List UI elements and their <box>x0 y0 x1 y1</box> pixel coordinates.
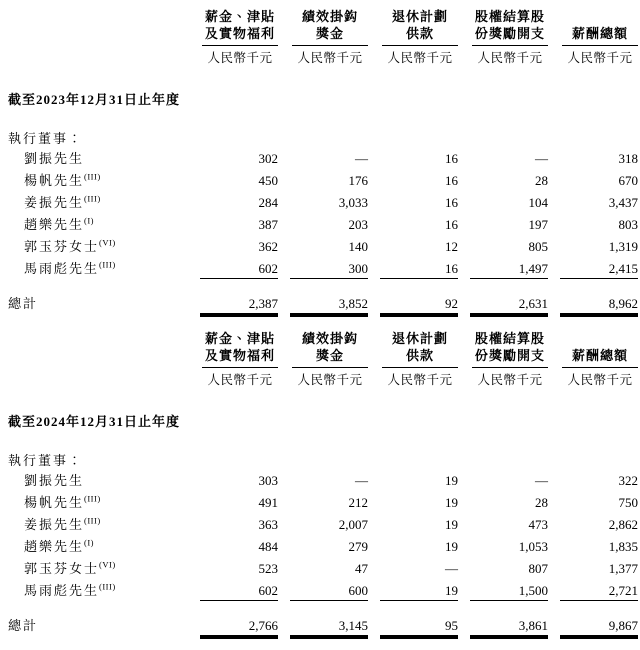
amount-cell: 12 <box>445 239 458 254</box>
footnote-marker: (I) <box>84 537 95 548</box>
director-row <box>8 148 638 170</box>
column-header-total-line2: 薪酬總額 <box>562 25 638 46</box>
amount-cell: 2,862 <box>608 517 638 532</box>
header-spacer <box>8 8 188 25</box>
director-name: 劉振先生 <box>24 151 85 166</box>
amount-cell: 303 <box>258 473 278 488</box>
total-amount-cell: 2,766 <box>200 618 278 637</box>
amount-cell: 363 <box>258 517 278 532</box>
amount-cell: — <box>355 151 368 166</box>
director-name: 趙樂先生 <box>24 539 85 554</box>
total-amount-cell: 2,387 <box>200 296 278 315</box>
amount-cell: 387 <box>258 217 278 232</box>
director-name: 郭玉芬女士 <box>24 239 100 254</box>
spacer <box>8 280 638 293</box>
total-amount-cell: 92 <box>380 296 458 315</box>
director-name: 楊帆先生 <box>24 495 85 510</box>
unit-label: 人民幣千元 <box>567 373 633 387</box>
amount-cell: 19 <box>445 539 458 554</box>
period-heading-2023: 截至2023年12月31日止年度 <box>8 92 181 107</box>
unit-label: 人民幣千元 <box>207 51 273 65</box>
amount-cell: 450 <box>258 173 278 188</box>
amount-cell: 3,437 <box>608 195 638 210</box>
column-header-share-award-line2: 份獎勵開支 <box>472 347 548 368</box>
amount-cell: 484 <box>258 539 278 554</box>
unit-row <box>8 50 638 67</box>
amount-cell: 2,415 <box>560 261 638 279</box>
column-header-salaries-line2: 及實物福利 <box>202 347 278 368</box>
amount-cell: 1,497 <box>470 261 548 279</box>
amount-cell: 47 <box>355 561 368 576</box>
amount-cell: 2,721 <box>560 583 638 601</box>
amount-cell: 16 <box>445 217 458 232</box>
column-header-row-line2 <box>8 347 638 368</box>
amount-cell: 1,053 <box>518 539 548 554</box>
amount-cell: — <box>535 151 548 166</box>
total-amount-cell: 95 <box>380 618 458 637</box>
footnote-marker: (III) <box>99 581 116 592</box>
director-name: 郭玉芬女士 <box>24 561 100 576</box>
amount-cell: 16 <box>445 173 458 188</box>
column-header-retirement-line2: 供款 <box>382 25 458 46</box>
column-header-share-award-line1: 股權結算股 <box>474 331 545 346</box>
header-spacer <box>8 50 188 67</box>
footnote-marker: (III) <box>84 493 101 504</box>
amount-cell: 104 <box>528 195 548 210</box>
column-header-row-line2 <box>8 25 638 46</box>
director-name: 姜振先生 <box>24 517 85 532</box>
amount-cell: 203 <box>348 217 368 232</box>
amount-cell: 1,500 <box>470 583 548 601</box>
amount-cell: 3,033 <box>338 195 368 210</box>
total-amount-cell: 2,631 <box>470 296 548 315</box>
unit-label: 人民幣千元 <box>477 373 543 387</box>
amount-cell: 473 <box>528 517 548 532</box>
director-row <box>8 258 638 280</box>
director-row <box>8 470 638 492</box>
amount-cell: — <box>445 561 458 576</box>
column-header-retirement-line2: 供款 <box>382 347 458 368</box>
director-row <box>8 170 638 192</box>
column-header-row-line1 <box>8 330 638 347</box>
director-name: 楊帆先生 <box>24 173 85 188</box>
footnote-marker: (III) <box>84 193 101 204</box>
unit-label: 人民幣千元 <box>387 51 453 65</box>
footnote-marker: (I) <box>84 215 95 226</box>
amount-cell: 805 <box>528 239 548 254</box>
director-name: 馬雨彪先生 <box>24 261 100 276</box>
total-amount-cell: 3,861 <box>470 618 548 637</box>
column-header-bonus-line2: 獎金 <box>292 25 368 46</box>
column-header-retirement-line1: 退休計劃 <box>391 9 448 24</box>
header-spacer <box>8 347 188 368</box>
amount-cell: 28 <box>535 495 548 510</box>
footnote-marker: (III) <box>84 171 101 182</box>
amount-cell: 19 <box>380 583 458 601</box>
amount-cell: 600 <box>290 583 368 601</box>
director-row <box>8 192 638 214</box>
column-header-salaries-line2: 及實物福利 <box>202 25 278 46</box>
column-header-bonus-line1: 績效掛鈎 <box>301 9 358 24</box>
footnote-marker: (III) <box>84 515 101 526</box>
amount-cell: 197 <box>528 217 548 232</box>
total-amount-cell: 3,852 <box>290 296 368 315</box>
unit-label: 人民幣千元 <box>297 51 363 65</box>
amount-cell: — <box>355 473 368 488</box>
director-name: 趙樂先生 <box>24 217 85 232</box>
amount-cell: 19 <box>445 473 458 488</box>
amount-cell: 176 <box>348 173 368 188</box>
total-row-2023 <box>8 293 638 315</box>
group-label-executive-directors: 執行董事： <box>8 131 84 146</box>
amount-cell: 140 <box>348 239 368 254</box>
spacer <box>8 602 638 615</box>
director-row <box>8 558 638 580</box>
amount-cell: 803 <box>618 217 638 232</box>
amount-cell: 750 <box>618 495 638 510</box>
column-header-retirement-line1: 退休計劃 <box>391 331 448 346</box>
amount-cell: 491 <box>258 495 278 510</box>
group-label-executive-directors: 執行董事： <box>8 453 84 468</box>
column-header-bonus-line1: 績效掛鈎 <box>301 331 358 346</box>
amount-cell: 1,377 <box>608 561 638 576</box>
unit-label: 人民幣千元 <box>387 373 453 387</box>
footnote-marker: (III) <box>99 259 116 270</box>
director-name: 馬雨彪先生 <box>24 583 100 598</box>
amount-cell: — <box>535 473 548 488</box>
amount-cell: 28 <box>535 173 548 188</box>
period-heading-2024: 截至2024年12月31日止年度 <box>8 414 181 429</box>
header-spacer <box>8 330 188 347</box>
footnote-marker: (VI) <box>99 237 116 248</box>
unit-label: 人民幣千元 <box>297 373 363 387</box>
amount-cell: 1,835 <box>608 539 638 554</box>
amount-cell: 602 <box>200 583 278 601</box>
remuneration-table-2023 <box>8 8 638 315</box>
column-header-share-award-line2: 份獎勵開支 <box>472 25 548 46</box>
amount-cell: 523 <box>258 561 278 576</box>
director-row <box>8 492 638 514</box>
total-amount-cell: 9,867 <box>560 618 638 637</box>
amount-cell: 670 <box>618 173 638 188</box>
column-header-bonus-line2: 獎金 <box>292 347 368 368</box>
director-name: 姜振先生 <box>24 195 85 210</box>
total-row-2024 <box>8 615 638 637</box>
unit-label: 人民幣千元 <box>477 51 543 65</box>
director-row <box>8 580 638 602</box>
unit-label: 人民幣千元 <box>567 51 633 65</box>
amount-cell: 212 <box>348 495 368 510</box>
column-header-salaries-line1: 薪金、津貼 <box>204 9 275 24</box>
director-row <box>8 236 638 258</box>
amount-cell: 362 <box>258 239 278 254</box>
amount-cell: 16 <box>380 261 458 279</box>
unit-row <box>8 372 638 389</box>
amount-cell: 322 <box>618 473 638 488</box>
total-label: 總計 <box>8 618 39 633</box>
amount-cell: 19 <box>445 517 458 532</box>
total-label: 總計 <box>8 296 39 311</box>
amount-cell: 279 <box>348 539 368 554</box>
remuneration-table-2024 <box>8 330 638 637</box>
director-row <box>8 536 638 558</box>
director-row <box>8 214 638 236</box>
amount-cell: 2,007 <box>338 517 368 532</box>
column-header-total-line2: 薪酬總額 <box>562 347 638 368</box>
director-name: 劉振先生 <box>24 473 85 488</box>
director-row <box>8 514 638 536</box>
header-spacer <box>8 372 188 389</box>
amount-cell: 16 <box>445 195 458 210</box>
unit-label: 人民幣千元 <box>207 373 273 387</box>
amount-cell: 19 <box>445 495 458 510</box>
column-header-share-award-line1: 股權結算股 <box>474 9 545 24</box>
amount-cell: 16 <box>445 151 458 166</box>
amount-cell: 1,319 <box>608 239 638 254</box>
amount-cell: 602 <box>200 261 278 279</box>
column-header-salaries-line1: 薪金、津貼 <box>204 331 275 346</box>
amount-cell: 300 <box>290 261 368 279</box>
total-amount-cell: 3,145 <box>290 618 368 637</box>
column-header-row-line1 <box>8 8 638 25</box>
header-spacer <box>8 25 188 46</box>
amount-cell: 318 <box>618 151 638 166</box>
total-amount-cell: 8,962 <box>560 296 638 315</box>
amount-cell: 302 <box>258 151 278 166</box>
amount-cell: 807 <box>528 561 548 576</box>
footnote-marker: (VI) <box>99 559 116 570</box>
amount-cell: 284 <box>258 195 278 210</box>
